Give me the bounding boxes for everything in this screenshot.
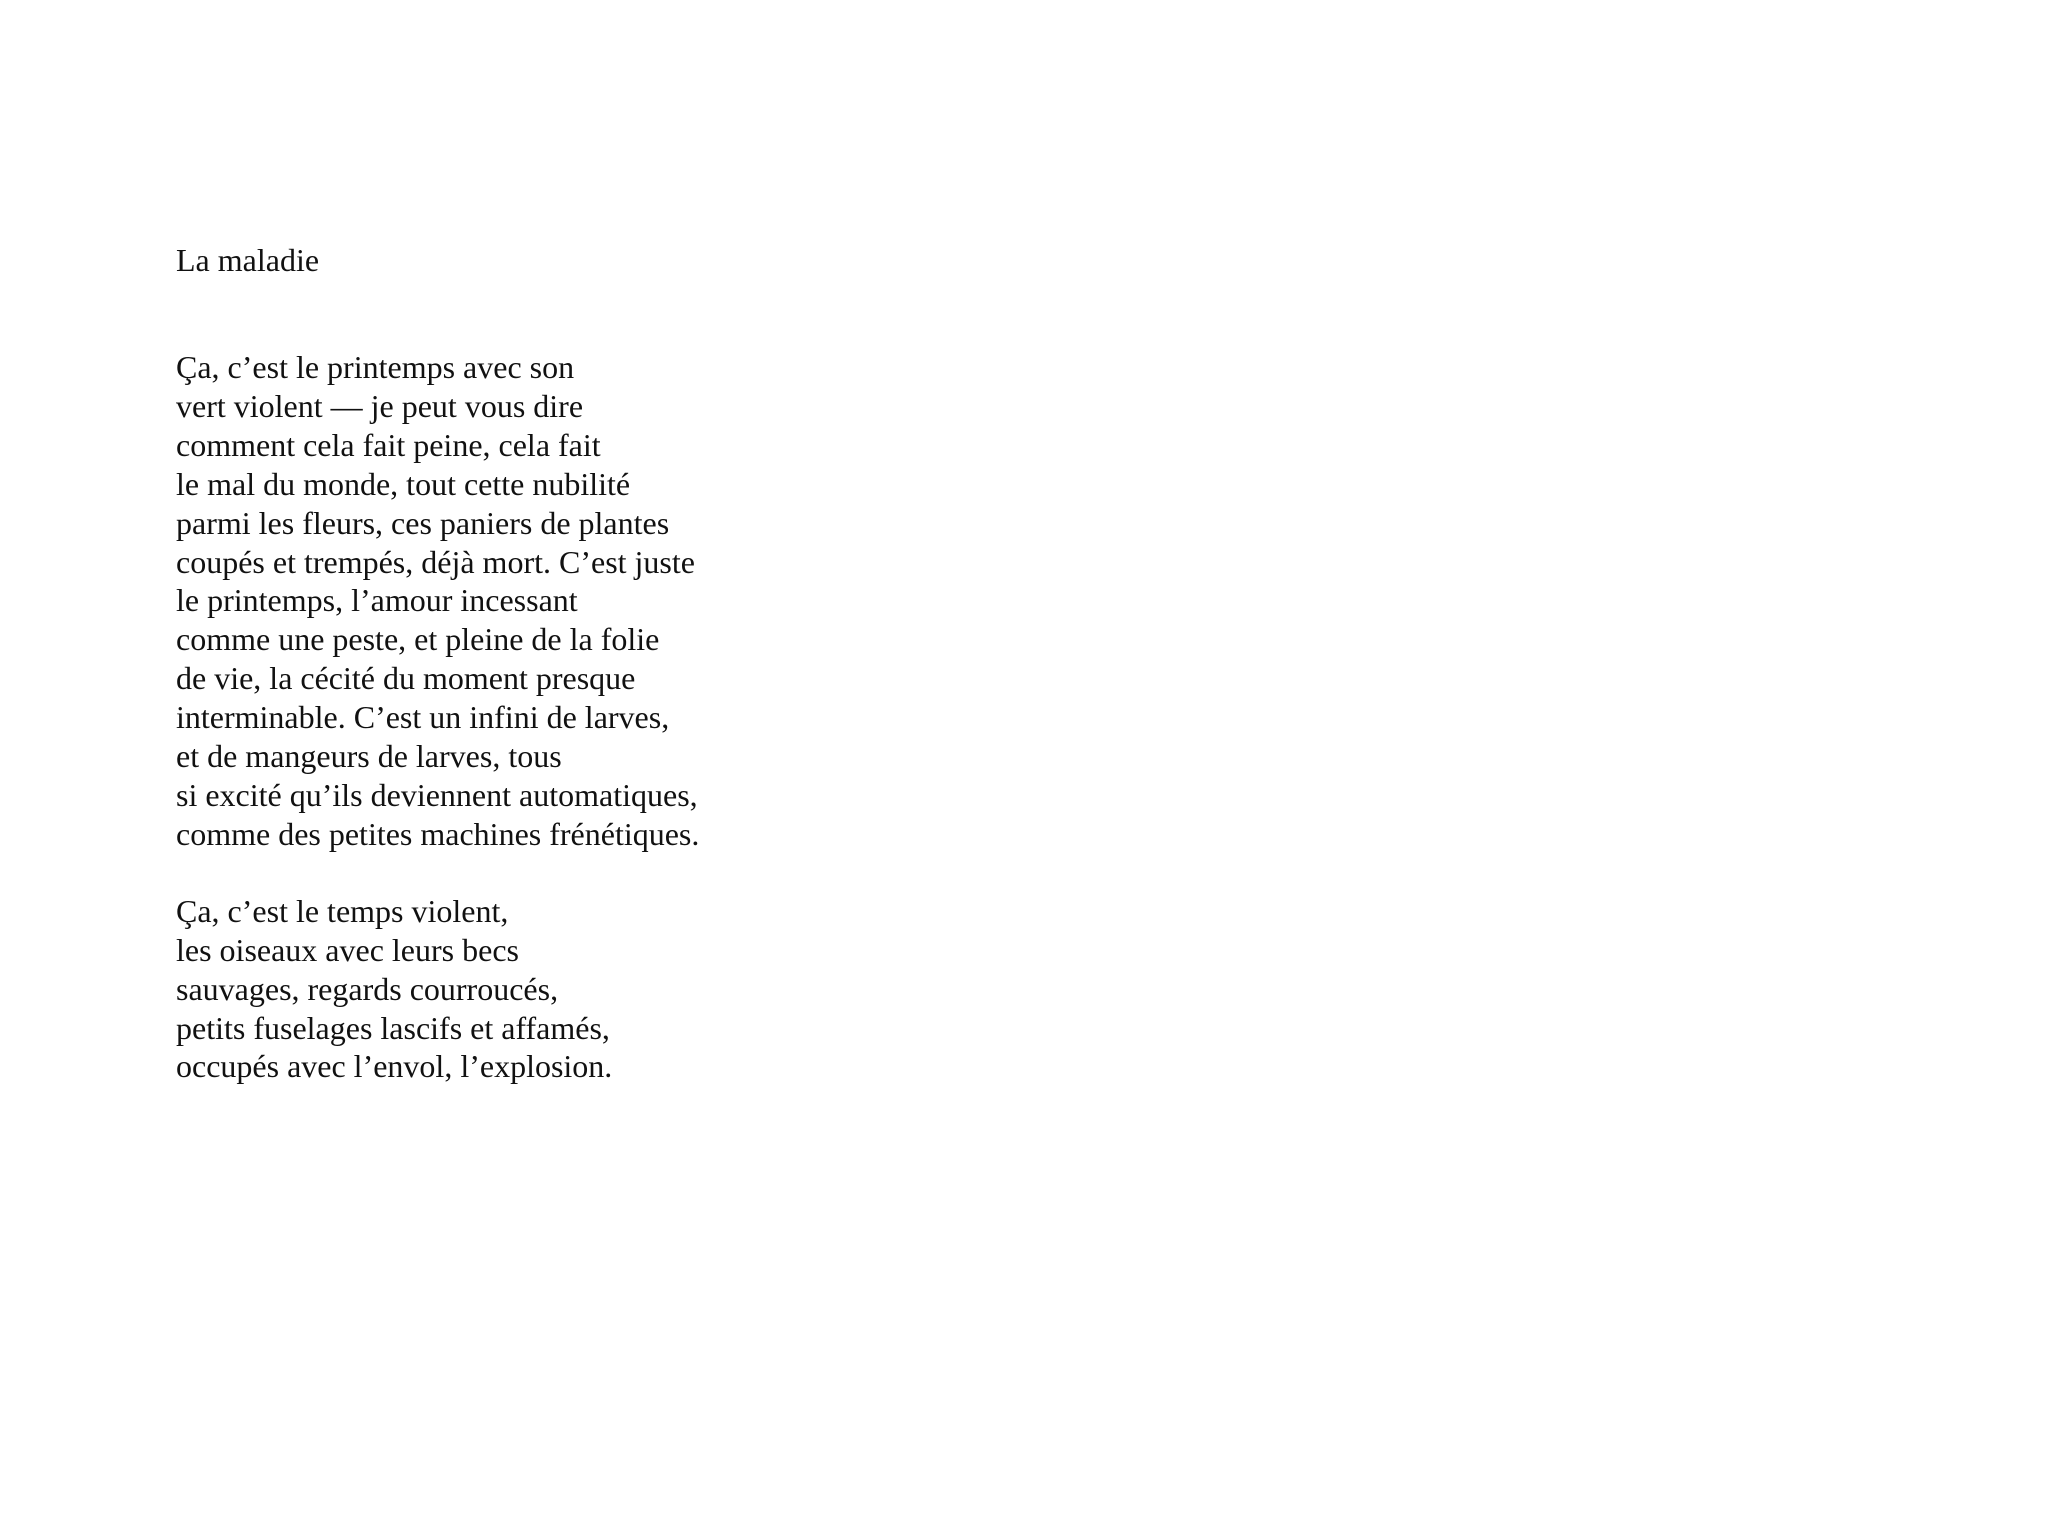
poem-line: les oiseaux avec leurs becs xyxy=(176,931,519,968)
poem-line: comme des petites machines frénétiques. xyxy=(176,815,700,852)
poem-line: sauvages, regards courroucés, xyxy=(176,970,559,1007)
poem-line: occupés avec l’envol, l’explosion. xyxy=(176,1048,613,1085)
poem-line: parmi les fleurs, ces paniers de plantes xyxy=(176,504,670,541)
poem-line: le mal du monde, tout cette nubilité xyxy=(176,465,631,502)
poem-line: si excité qu’ils deviennent automatiques, xyxy=(176,776,698,813)
poem-line: et de mangeurs de larves, tous xyxy=(176,738,562,775)
poem-line: coupés et trempés, déjà mort. C’est juste xyxy=(176,543,695,580)
poem-line: interminable. C’est un infini de larves, xyxy=(176,699,670,736)
poem-line: vert violent — je peut vous dire xyxy=(176,387,584,424)
poem-line: Ça, c’est le temps violent, xyxy=(176,892,509,929)
poem-line: de vie, la cécité du moment presque xyxy=(176,660,636,697)
poem-line: Ça, c’est le printemps avec son xyxy=(176,349,575,385)
poem xyxy=(176,236,1076,1086)
stanza xyxy=(176,892,1076,1087)
stanza xyxy=(176,348,1076,854)
poem-line: petits fuselages lascifs et affamés, xyxy=(176,1009,610,1046)
poem-line: comment cela fait peine, cela fait xyxy=(176,426,601,463)
poem-title: La maladie xyxy=(176,242,320,278)
poem-line: le printemps, l’amour incessant xyxy=(176,582,578,619)
poem-line: comme une peste, et pleine de la folie xyxy=(176,621,660,658)
